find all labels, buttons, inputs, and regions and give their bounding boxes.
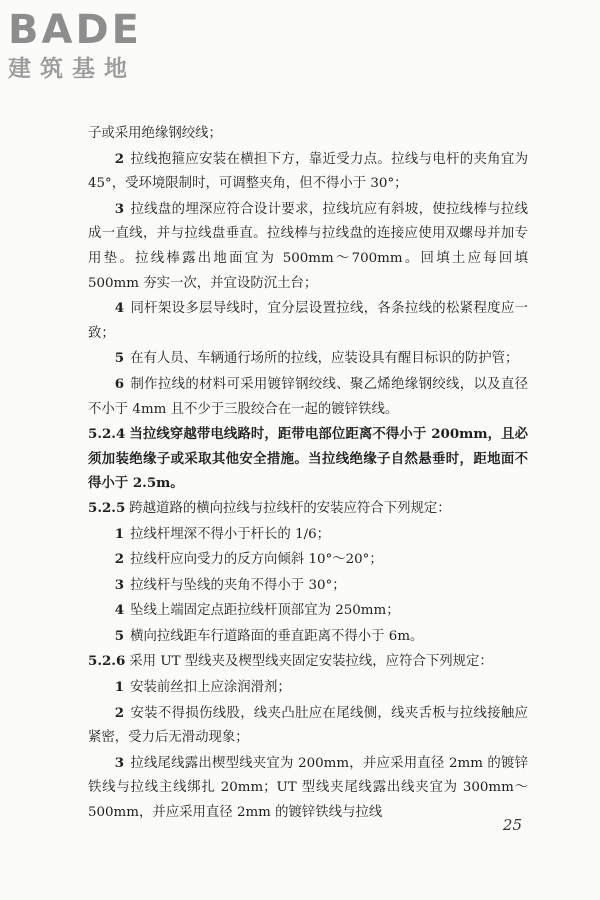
item-number: 2 — [114, 150, 125, 167]
list-item — [88, 197, 528, 296]
clause-text: 采用 UT 型线夹及楔型线夹固定安装拉线，应符合下列规定： — [129, 654, 493, 670]
list-item — [88, 346, 528, 372]
item-text: 在有人员、车辆通行场所的拉线，应装设具有醒目标识的防护管； — [130, 351, 519, 367]
list-item — [88, 573, 528, 599]
list-item — [88, 296, 528, 346]
item-text: 拉线盘的埋深应符合设计要求，拉线坑应有斜坡，使拉线棒与拉线成一直线，并与拉线盘垂直。拉线棒与拉线盘的连接应使用双螺母并加专用垫。拉线棒露出地面宜为 500mm～700mm。回填土应每回填 500mm 夯实一次，并宜设防沉土台； — [88, 201, 528, 291]
item-number: 3 — [114, 576, 125, 593]
clause-5-2-5 — [88, 496, 528, 522]
clause-5-2-4 — [88, 422, 528, 496]
document-body — [88, 122, 528, 826]
paragraph-continued: 子或采用绝缘钢绞线； — [88, 126, 222, 141]
item-number: 2 — [114, 704, 125, 721]
item-number: 1 — [114, 679, 125, 696]
list-item — [88, 675, 528, 701]
item-number: 6 — [114, 375, 125, 392]
clause-number: 5.2.4 — [88, 426, 126, 443]
page-number: 25 — [502, 816, 522, 834]
item-text: 安装不得损伤线股，线夹凸肚应在尾线侧，线夹舌板与拉线接触应紧密，受力后无滑动现象； — [88, 705, 528, 746]
item-text: 拉线抱箍应安装在横担下方，靠近受力点。拉线与电杆的夹角宜为 45°，受环境限制时，可调整夹角，但不得小于 30°； — [88, 151, 528, 192]
item-text: 安装前丝扣上应涂润滑剂； — [130, 680, 291, 696]
list-item — [88, 598, 528, 624]
bade-logo — [8, 8, 178, 88]
clause-number: 5.2.5 — [88, 499, 126, 516]
item-text: 拉线尾线露出楔型线夹宜为 200mm，并应采用直径 2mm 的镀锌铁线与拉线主线绑扎 20mm；UT 型线夹尾线露出线夹宜为 300mm～500mm，并应采用直径 2mm 的镀锌铁线与拉线 — [88, 755, 528, 821]
list-item — [88, 522, 528, 548]
item-number: 3 — [114, 200, 125, 217]
list-item — [88, 624, 528, 650]
list-item — [88, 701, 528, 751]
item-text: 制作拉线的材料可采用镀锌钢绞线、聚乙烯绝缘钢绞线，以及直径不小于 4mm 且不少于三股绞合在一起的镀锌铁线。 — [88, 376, 528, 417]
item-text: 坠线上端固定点距拉线杆顶部宜为 250mm； — [130, 603, 400, 619]
clause-text: 跨越道路的横向拉线与拉线杆的安装应符合下列规定： — [129, 500, 451, 516]
list-item — [88, 547, 528, 573]
list-item — [88, 751, 528, 826]
item-number: 3 — [114, 754, 125, 771]
clause-text: 当拉线穿越带电线路时，距带电部位距离不得小于 200mm，且必须加装绝缘子或采取其他安全措施。当拉线绝缘子自然悬垂时，距地面不得小于 2.5m。 — [88, 426, 528, 492]
item-number: 4 — [114, 300, 125, 317]
item-number: 1 — [114, 525, 125, 542]
item-number: 4 — [114, 602, 125, 619]
item-text: 拉线杆应向受力的反方向倾斜 10°～20°； — [130, 552, 383, 568]
item-number: 5 — [114, 627, 125, 644]
item-number: 2 — [114, 551, 125, 568]
logo-subtitle: 建筑基地 — [8, 56, 136, 82]
item-text: 横向拉线距车行道路面的垂直距离不得小于 6m。 — [130, 628, 424, 644]
item-text: 同杆架设多层导线时，宜分层设置拉线，各条拉线的松紧程度应一致； — [88, 301, 528, 341]
logo-wordmark: BADE — [8, 7, 142, 53]
item-text: 拉线杆与坠线的夹角不得小于 30°； — [130, 577, 346, 593]
list-item — [88, 147, 528, 197]
list-item — [88, 372, 528, 422]
item-text: 拉线杆埋深不得小于杆长的 1/6； — [130, 526, 331, 542]
clause-5-2-6 — [88, 649, 528, 675]
clause-number: 5.2.6 — [88, 653, 126, 670]
item-number: 5 — [114, 350, 125, 367]
